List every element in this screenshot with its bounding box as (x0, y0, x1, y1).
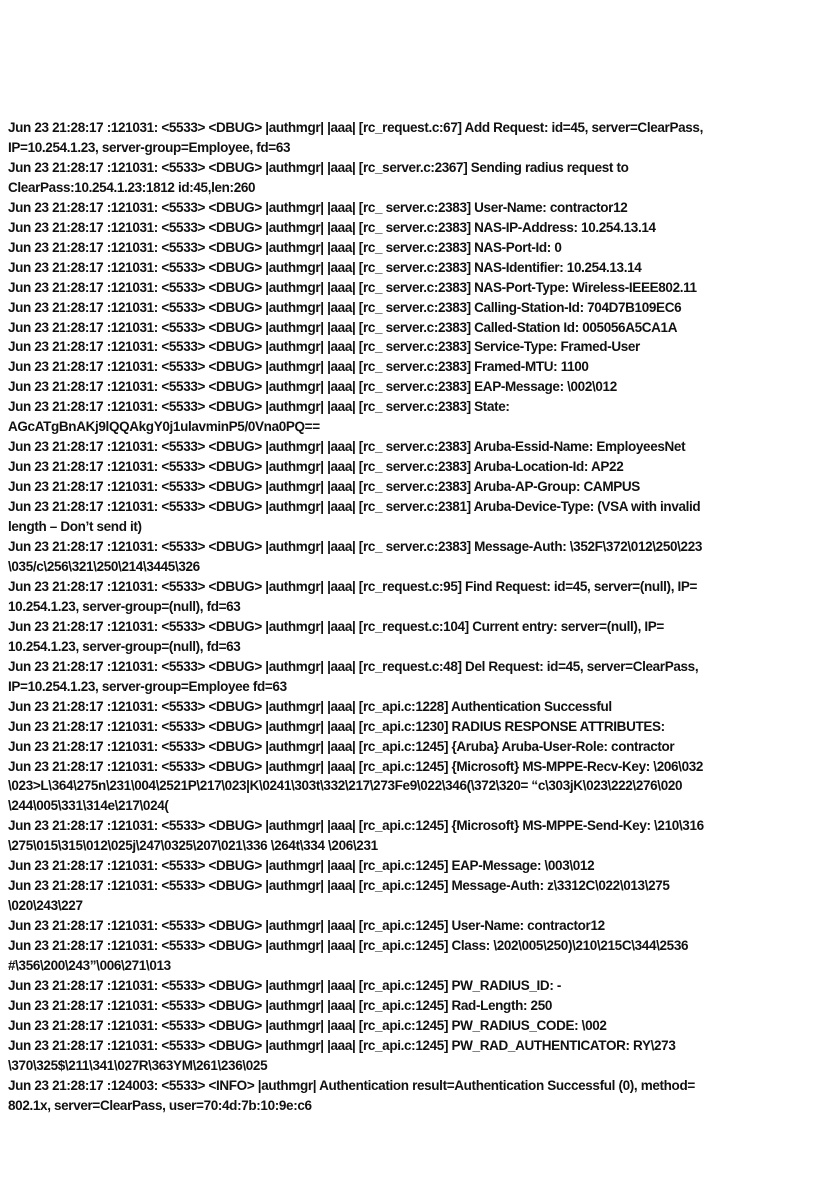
log-entry (8, 158, 816, 198)
log-entry (8, 976, 816, 996)
log-line: Jun 23 21:28:17 :121031: <5533> <DBUG> |authmgr| |aaa| [rc_ server.c:2383] Aruba-AP-Group: CAMPUS (8, 479, 640, 495)
log-entry (8, 218, 816, 238)
log-line: Jun 23 21:28:17 :121031: <5533> <DBUG> |authmgr| |aaa| [rc_api.c:1245] Rad-Length: 250 (8, 997, 553, 1013)
log-line: Jun 23 21:28:17 :121031: <5533> <DBUG> |authmgr| |aaa| [rc_ server.c:2383] NAS-Port-Id: 0 (8, 239, 562, 255)
log-line: Jun 23 21:28:17 :121031: <5533> <DBUG> |authmgr| |aaa| [rc_ server.c:2383] Framed-MTU: 1100 (8, 359, 589, 375)
log-entry (8, 916, 816, 936)
log-entry (8, 657, 816, 697)
log-entry (8, 856, 816, 876)
log-line: Jun 23 21:28:17 :121031: <5533> <DBUG> |authmgr| |aaa| [rc_api.c:1245] {Microsoft} MS-MPPE-Recv-Key: \206\032 (8, 758, 704, 774)
log-line: Jun 23 21:28:17 :121031: <5533> <DBUG> |authmgr| |aaa| [rc_ server.c:2383] EAP-Message: \002\012 (8, 379, 617, 395)
log-entry (8, 737, 816, 757)
log-entry (8, 337, 816, 357)
log-line: Jun 23 21:28:17 :121031: <5533> <DBUG> |authmgr| |aaa| [rc_api.c:1245] Message-Auth: z\3312C\022\013\275 (8, 878, 670, 894)
log-line: \035/c\256\321\250\214\3445\326 (8, 558, 200, 574)
log-entry (8, 697, 816, 717)
log-line: Jun 23 21:28:17 :121031: <5533> <DBUG> |authmgr| |aaa| [rc_api.c:1228] Authentication Successful (8, 698, 612, 714)
log-entry (8, 238, 816, 258)
log-line: \244\005\331\314e\217\024( (8, 798, 169, 814)
log-line: IP=10.254.1.23, server-group=Employee fd=63 (8, 678, 287, 694)
log-line: 10.254.1.23, server-group=(null), fd=63 (8, 638, 241, 654)
log-line: Jun 23 21:28:17 :121031: <5533> <DBUG> |authmgr| |aaa| [rc_api.c:1245] EAP-Message: \003\012 (8, 858, 595, 874)
log-line: Jun 23 21:28:17 :121031: <5533> <DBUG> |authmgr| |aaa| [rc_api.c:1230] RADIUS RESPONSE ATTRIBUTES: (8, 718, 665, 734)
log-line: \023>L\364\275n\231\004\2521P\217\023|K\0241\303t\332\217\273Fe9\022\346(\372\320= “c\303jK\023\222\276\020 (8, 778, 683, 794)
log-entry (8, 717, 816, 737)
log-entry (8, 617, 816, 657)
log-entry (8, 936, 816, 976)
log-line: Jun 23 21:28:17 :121031: <5533> <DBUG> |authmgr| |aaa| [rc_api.c:1245] User-Name: contractor12 (8, 918, 605, 934)
log-line: Jun 23 21:28:17 :121031: <5533> <DBUG> |authmgr| |aaa| [rc_ server.c:2383] NAS-Identifier: 10.254.13.14 (8, 259, 642, 275)
log-line: Jun 23 21:28:17 :121031: <5533> <DBUG> |authmgr| |aaa| [rc_api.c:1245] Class: \202\005\250)\210\215C\344\2536 (8, 938, 689, 954)
log-entry (8, 258, 816, 278)
log-entry (8, 477, 816, 497)
log-line: Jun 23 21:28:17 :121031: <5533> <DBUG> |authmgr| |aaa| [rc_api.c:1245] PW_RADIUS_CODE: \002 (8, 1017, 607, 1033)
log-entry (8, 377, 816, 397)
log-line: Jun 23 21:28:17 :121031: <5533> <DBUG> |authmgr| |aaa| [rc_ server.c:2383] NAS-IP-Address: 10.254.13.14 (8, 219, 656, 235)
log-line: Jun 23 21:28:17 :121031: <5533> <DBUG> |authmgr| |aaa| [rc_api.c:1245] {Microsoft} MS-MPPE-Send-Key: \210\316 (8, 818, 704, 834)
log-line: Jun 23 21:28:17 :121031: <5533> <DBUG> |authmgr| |aaa| [rc_server.c:2367] Sending radius request to (8, 159, 629, 175)
log-entry (8, 1016, 816, 1036)
log-line: \020\243\227 (8, 898, 83, 914)
log-line: Jun 23 21:28:17 :121031: <5533> <DBUG> |authmgr| |aaa| [rc_ server.c:2383] Aruba-Location-Id: AP22 (8, 459, 624, 475)
log-entry (8, 816, 816, 856)
log-entry (8, 1036, 816, 1076)
log-line: Jun 23 21:28:17 :121031: <5533> <DBUG> |authmgr| |aaa| [rc_request.c:48] Del Request: id=45, server=ClearPass, (8, 658, 699, 674)
log-line: IP=10.254.1.23, server-group=Employee, fd=63 (8, 139, 291, 155)
log-line: Jun 23 21:28:17 :121031: <5533> <DBUG> |authmgr| |aaa| [rc_request.c:67] Add Request: id=45, server=ClearPass, (8, 120, 703, 135)
log-line: Jun 23 21:28:17 :121031: <5533> <DBUG> |authmgr| |aaa| [rc_api.c:1245] PW_RADIUS_ID: - (8, 977, 562, 993)
log-entry (8, 757, 816, 817)
log-line: #\356\200\243”\006\271\013 (8, 958, 171, 974)
log-line: Jun 23 21:28:17 :124003: <5533> <INFO> |authmgr| Authentication result=Authentication Successful (0), method= (8, 1077, 695, 1093)
log-line: Jun 23 21:28:17 :121031: <5533> <DBUG> |authmgr| |aaa| [rc_ server.c:2383] Calling-Station-Id: 704D7B109EC6 (8, 299, 682, 315)
log-entry (8, 497, 816, 537)
log-entry (8, 318, 816, 338)
log-entry (8, 537, 816, 577)
log-line: \370\325$\211\341\027R\363YM\261\236\025 (8, 1057, 268, 1073)
log-line: AGcATgBnAKj9lQQAkgY0j1ulavminP5/0Vna0PQ== (8, 419, 320, 435)
log-entry (8, 437, 816, 457)
log-line: Jun 23 21:28:17 :121031: <5533> <DBUG> |authmgr| |aaa| [rc_ server.c:2383] Service-Type: Framed-User (8, 339, 640, 355)
log-entry (8, 457, 816, 477)
log-line: ClearPass:10.254.1.23:1812 id:45,len:260 (8, 179, 256, 195)
log-line: Jun 23 21:28:17 :121031: <5533> <DBUG> |authmgr| |aaa| [rc_ server.c:2383] Message-Auth: \352F\372\012\250\223 (8, 539, 703, 555)
log-line: Jun 23 21:28:17 :121031: <5533> <DBUG> |authmgr| |aaa| [rc_request.c:104] Current entry: server=(null), IP= (8, 618, 664, 634)
log-entry (8, 278, 816, 298)
debug-log (8, 118, 816, 1116)
log-line: Jun 23 21:28:17 :121031: <5533> <DBUG> |authmgr| |aaa| [rc_api.c:1245] PW_RAD_AUTHENTICATOR: RY\273 (8, 1037, 676, 1053)
log-line: Jun 23 21:28:17 :121031: <5533> <DBUG> |authmgr| |aaa| [rc_ server.c:2381] Aruba-Device-Type: (VSA with invalid (8, 499, 701, 515)
log-entry (8, 198, 816, 218)
log-line: Jun 23 21:28:17 :121031: <5533> <DBUG> |authmgr| |aaa| [rc_ server.c:2383] Aruba-Essid-Name: EmployeesNet (8, 439, 686, 455)
log-entry (8, 876, 816, 916)
log-line: Jun 23 21:28:17 :121031: <5533> <DBUG> |authmgr| |aaa| [rc_api.c:1245] {Aruba} Aruba-User-Role: contractor (8, 738, 675, 754)
log-entry (8, 118, 816, 158)
log-line: \275\015\315\012\025j\247\0325\207\021\336 \264t\334 \206\231 (8, 838, 378, 854)
log-line: 802.1x, server=ClearPass, user=70:4d:7b:10:9e:c6 (8, 1097, 312, 1113)
log-entry (8, 577, 816, 617)
log-line: Jun 23 21:28:17 :121031: <5533> <DBUG> |authmgr| |aaa| [rc_ server.c:2383] NAS-Port-Type: Wireless-IEEE802.11 (8, 279, 697, 295)
log-line: 10.254.1.23, server-group=(null), fd=63 (8, 598, 241, 614)
log-line: Jun 23 21:28:17 :121031: <5533> <DBUG> |authmgr| |aaa| [rc_request.c:95] Find Request: id=45, server=(null), IP= (8, 578, 698, 594)
log-entry (8, 298, 816, 318)
log-entry (8, 996, 816, 1016)
log-line: Jun 23 21:28:17 :121031: <5533> <DBUG> |authmgr| |aaa| [rc_ server.c:2383] State: (8, 399, 510, 415)
log-entry (8, 1076, 816, 1116)
log-line: Jun 23 21:28:17 :121031: <5533> <DBUG> |authmgr| |aaa| [rc_ server.c:2383] Called-Station Id: 005056A5CA1A (8, 319, 678, 335)
log-entry (8, 397, 816, 437)
log-line: length – Don’t send it) (8, 519, 142, 535)
log-entry (8, 357, 816, 377)
log-line: Jun 23 21:28:17 :121031: <5533> <DBUG> |authmgr| |aaa| [rc_ server.c:2383] User-Name: contractor12 (8, 199, 628, 215)
